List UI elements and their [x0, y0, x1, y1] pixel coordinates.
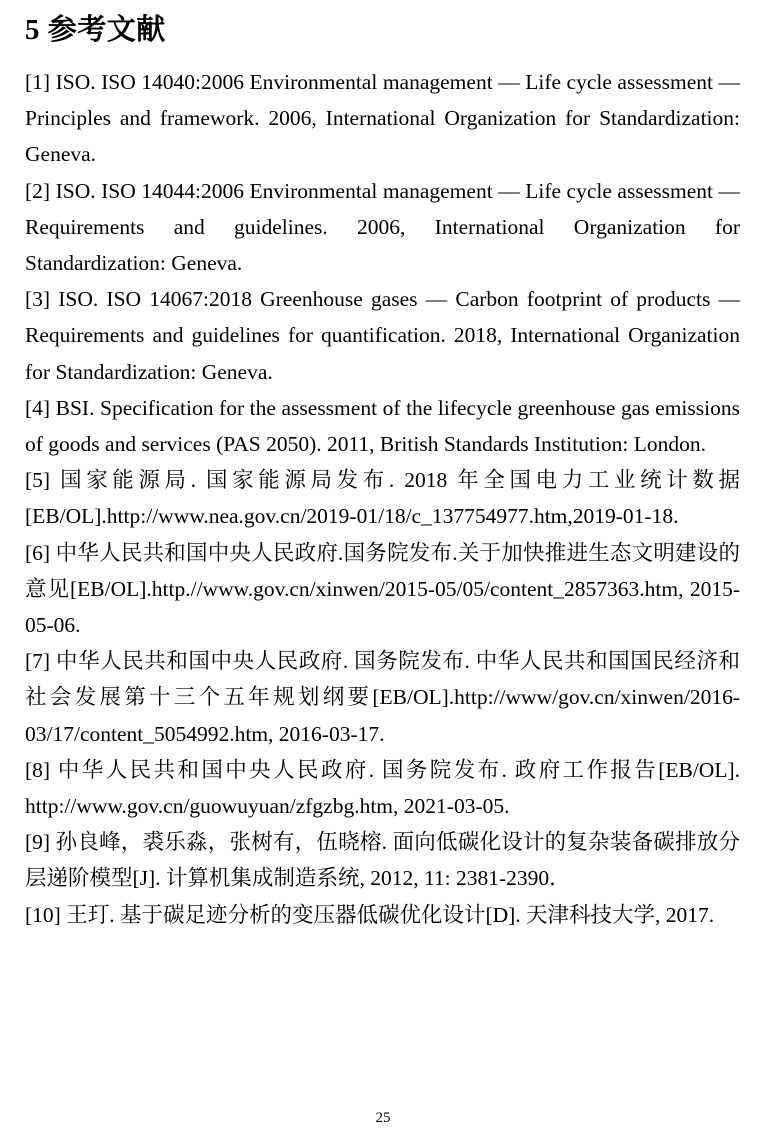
reference-entry-5: [5] 国家能源局. 国家能源局发布. 2018 年全国电力工业统计数据[EB/OL].http://www.nea.gov.cn/2019-01/18/c_137754977.htm,2019-01-18. [25, 468, 740, 529]
reference-entry-3: [3] ISO. ISO 14067:2018 Greenhouse gases — Carbon footprint of products — Requirements and guidelines for quantification. 2018, International Organization for Standardization: Geneva. [25, 287, 740, 384]
reference-entry-10: [10] 王玎. 基于碳足迹分析的变压器低碳优化设计[D]. 天津科技大学, 2017. [25, 902, 715, 927]
section-heading: 5 参考文献 [25, 14, 166, 46]
reference-entry-9: [9] 孙良峰，裘乐淼，张树有，伍晓榕. 面向低碳化设计的复杂装备碳排放分层递阶模型[J]. 计算机集成制造系统, 2012, 11: 2381-2390． [25, 830, 740, 891]
reference-entry-1: [1] ISO. ISO 14040:2006 Environmental management — Life cycle assessment — Principles and framework. 2006, International Organization for Standardization: Geneva. [25, 70, 740, 167]
reference-entry-4: [4] BSI. Specification for the assessment of the lifecycle greenhouse gas emissions of goods and services (PAS 2050). 2011, British Standards Institution: London. [25, 395, 740, 457]
reference-entry-2: [2] ISO. ISO 14044:2006 Environmental management — Life cycle assessment — Requirements and guidelines. 2006, International Organization for Standardization: Geneva. [25, 178, 740, 276]
reference-entry-6: [6] 中华人民共和国中央人民政府.国务院发布.关于加快推进生态文明建设的意见[EB/OL].http.//www.gov.cn/xinwen/2015-05/05/content_2857363.htm, 2015-05-06. [25, 540, 740, 638]
page-number: 25 [375, 1110, 391, 1126]
reference-entry-7: [7] 中华人民共和国中央人民政府. 国务院发布. 中华人民共和国国民经济和社会发展第十三个五年规划纲要[EB/OL].http://www/gov.cn/xinwen/2016-03/17/content_5054992.htm, 2016-03-17. [25, 649, 740, 746]
reference-entry-8: [8] 中华人民共和国中央人民政府. 国务院发布. 政府工作报告[EB/OL]. http://www.gov.cn/guowuyuan/zfgzbg.htm, 2021-03-05. [25, 757, 740, 819]
reference-list [25, 64, 740, 933]
